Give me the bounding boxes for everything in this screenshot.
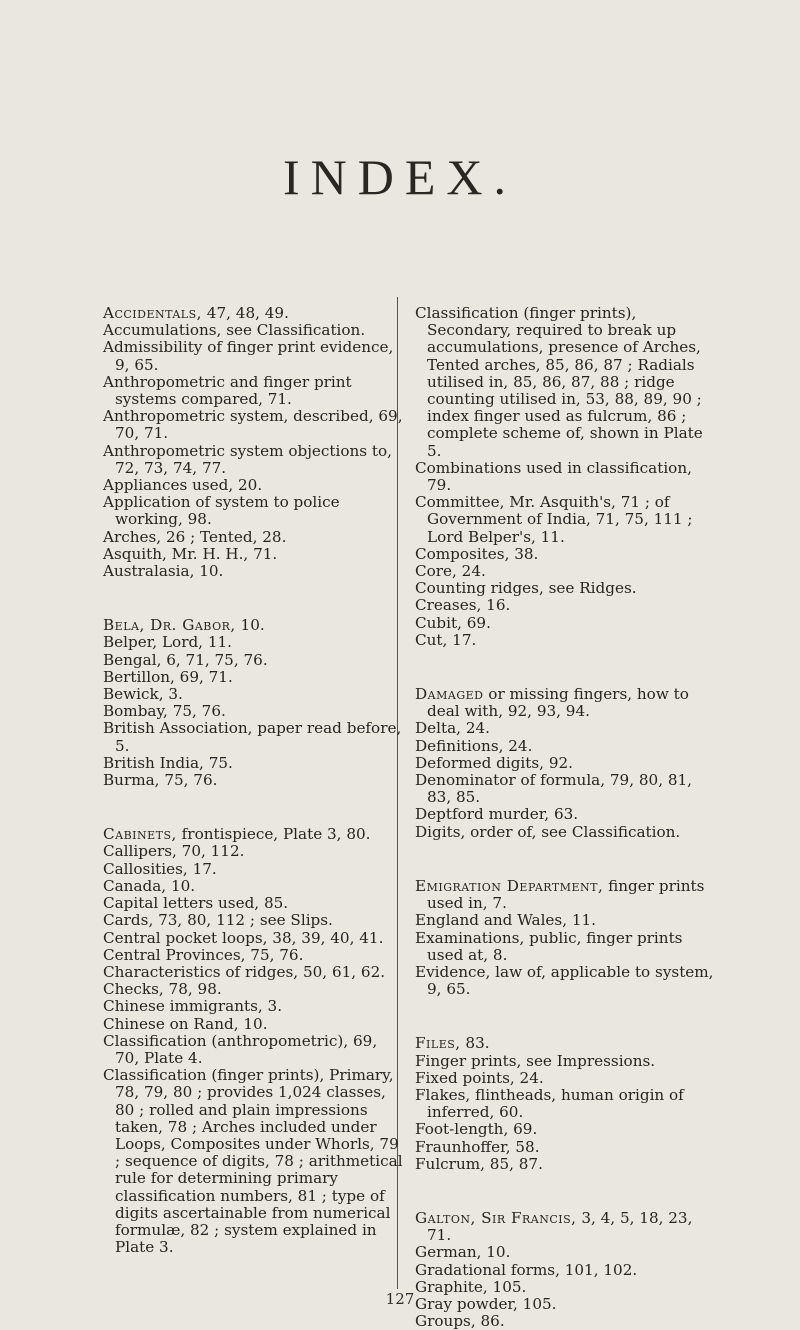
index-entry-text: Fraunhoffer, 58. xyxy=(415,1137,540,1156)
index-entry-text: 47, 48, 49. xyxy=(201,304,289,322)
index-entry-text: Application of system to police working, 98. xyxy=(103,493,340,529)
index-entry-text: German, 10. xyxy=(415,1243,511,1262)
left-column xyxy=(103,305,403,1256)
index-entry xyxy=(103,861,403,878)
index-entry xyxy=(415,1053,715,1070)
index-entry-text: Graphite, 105. xyxy=(415,1277,527,1296)
index-entry-text: Groups, 86. xyxy=(415,1312,505,1330)
index-entry-heading: Cabinets, xyxy=(103,825,177,844)
index-entry xyxy=(415,1262,715,1279)
index-entry-text: Asquith, Mr. H. H., 71. xyxy=(103,544,278,563)
index-entry-text: frontispiece, Plate 3, 80. xyxy=(176,825,371,844)
index-entry xyxy=(415,1070,715,1087)
index-entry-text: Combinations used in classification, 79. xyxy=(415,458,692,495)
index-entry-text: Bengal, 6, 71, 75, 76. xyxy=(103,650,268,669)
index-entry-text: 10. xyxy=(235,616,265,635)
index-entry-text: Classification (finger prints), Primary, 78, 79, 80 ; provides 1,024 classes, 80 ; rolled and plain impressions taken, 78 ; Arches included under Loops, Composites under Whorls, 79 ; sequence of digits, 78 ; arithmetical rule for determining primary classification numbers, 81 ; type of digits ascertainable from numerical formulæ, 82 ; system explained in Plate 3. xyxy=(103,1066,403,1257)
index-entry xyxy=(415,1210,715,1244)
index-entry-text: Foot-length, 69. xyxy=(415,1120,538,1139)
index-entry-text: Australasia, 10. xyxy=(103,562,224,581)
index-entry xyxy=(103,529,403,546)
index-group-a xyxy=(103,305,403,580)
index-entry xyxy=(103,930,403,947)
index-entry-text: Cut, 17. xyxy=(415,630,477,649)
right-column xyxy=(415,305,715,1330)
index-entry-text: Core, 24. xyxy=(415,562,486,581)
index-entry xyxy=(415,772,715,806)
index-entry-text: Counting ridges, see Ridges. xyxy=(415,579,637,598)
index-entry xyxy=(103,1016,403,1033)
index-entry xyxy=(103,895,403,912)
index-entry-text: Finger prints, see Impressions. xyxy=(415,1051,656,1070)
index-entry xyxy=(103,443,403,477)
index-group-c xyxy=(103,826,403,1256)
index-entry xyxy=(415,615,715,632)
index-entry-text: Cubit, 69. xyxy=(415,613,491,632)
index-entry-text: Definitions, 24. xyxy=(415,736,533,755)
index-entry-text: Classification (finger prints), Secondary, required to break up accumulations, presence of Arches, Tented arches, 85, 86, 87 ; Radials utilised in, 85, 86, 87, 88 ; ridge counting utilised in, 53, 88, 89, 90 ; index finger used as fulcrum, 86 ; complete scheme of, shown in Plate 5. xyxy=(415,304,703,460)
page-title: INDEX. xyxy=(282,149,518,205)
index-entry-text: Capital letters used, 85. xyxy=(103,894,289,913)
index-entry xyxy=(103,843,403,860)
index-entry-text: British India, 75. xyxy=(103,753,233,772)
index-entry-text: Checks, 78, 98. xyxy=(103,980,222,999)
index-entry xyxy=(415,563,715,580)
index-entry xyxy=(103,477,403,494)
index-entry-text: Flakes, flintheads, human origin of inferred, 60. xyxy=(415,1085,684,1122)
index-entry xyxy=(103,755,403,772)
index-entry xyxy=(415,460,715,494)
index-entry xyxy=(415,1139,715,1156)
index-entry-text: British Association, paper read before, 5. xyxy=(103,719,402,755)
index-entry xyxy=(415,738,715,755)
index-entry xyxy=(103,494,403,528)
index-entry-text: Callipers, 70, 112. xyxy=(103,842,245,861)
index-entry xyxy=(415,824,715,841)
index-entry xyxy=(415,1087,715,1121)
index-entry-text: Canada, 10. xyxy=(103,876,196,895)
index-entry-text: Belper, Lord, 11. xyxy=(103,633,232,652)
index-entry xyxy=(103,878,403,895)
index-entry-heading: Accidentals, xyxy=(103,304,202,322)
index-entry xyxy=(103,1033,403,1067)
index-entry xyxy=(415,755,715,772)
index-group-g xyxy=(415,1210,715,1330)
index-entry-text: Digits, order of, see Classification. xyxy=(415,822,681,841)
index-entry-text: England and Wales, 11. xyxy=(415,911,597,930)
index-entry-heading: Bela, Dr. Gabor, xyxy=(103,616,236,635)
index-entry-text: Delta, 24. xyxy=(415,719,490,738)
index-entry xyxy=(415,878,715,912)
index-entry xyxy=(103,563,403,580)
index-entry xyxy=(103,912,403,929)
index-entry xyxy=(415,1035,715,1052)
index-entry-heading: Galton, Sir Francis, xyxy=(415,1208,577,1227)
index-entry xyxy=(103,772,403,789)
index-entry xyxy=(103,703,403,720)
index-entry xyxy=(103,634,403,651)
index-entry-text: Cards, 73, 80, 112 ; see Slips. xyxy=(103,911,333,930)
index-entry xyxy=(103,652,403,669)
page-number: 127 xyxy=(385,1290,415,1308)
index-entry xyxy=(103,826,403,843)
index-entry xyxy=(103,947,403,964)
index-entry-text: Fulcrum, 85, 87. xyxy=(415,1154,543,1173)
index-entry xyxy=(103,686,403,703)
index-entry xyxy=(415,964,715,998)
index-entry xyxy=(103,408,403,442)
index-entry-text: 83. xyxy=(460,1034,490,1053)
index-entry xyxy=(103,305,403,322)
index-entry xyxy=(415,494,715,546)
index-entry-text: Gradational forms, 101, 102. xyxy=(415,1260,638,1279)
index-entry xyxy=(103,669,403,686)
index-entry-text: Classification (anthropometric), 69, 70, Plate 4. xyxy=(103,1031,378,1067)
index-entry-text: Anthropometric system objections to, 72, 73, 74, 77. xyxy=(103,441,392,477)
index-entry-text: Anthropometric system, described, 69, 70, 71. xyxy=(103,407,403,443)
index-entry-text: Bombay, 75, 76. xyxy=(103,702,226,721)
index-entry xyxy=(415,930,715,964)
index-entry xyxy=(103,339,403,373)
index-entry-text: Burma, 75, 76. xyxy=(103,771,218,790)
index-entry-text: Denominator of formula, 79, 80, 81, 83, 85. xyxy=(415,771,693,807)
index-entry-text: Gray powder, 105. xyxy=(415,1294,557,1313)
index-entry xyxy=(103,546,403,563)
index-group-e xyxy=(415,878,715,998)
index-entry xyxy=(415,580,715,597)
index-entry-text: Anthropometric and finger print systems compared, 71. xyxy=(103,372,352,409)
index-entry xyxy=(103,1067,403,1256)
index-entry-text: finger prints used in, 7. xyxy=(427,876,705,913)
index-entry-text: Composites, 38. xyxy=(415,544,539,563)
index-entry-text: Examinations, public, finger prints used at, 8. xyxy=(415,928,683,964)
index-entry-text: Appliances used, 20. xyxy=(103,476,263,495)
index-entry xyxy=(415,686,715,720)
index-entry-text: Admissibility of finger print evidence, 9, 65. xyxy=(103,338,394,374)
index-entry xyxy=(103,964,403,981)
index-entry xyxy=(103,617,403,634)
index-entry xyxy=(103,981,403,998)
index-entry-text: Creases, 16. xyxy=(415,596,511,615)
index-entry-text: Bewick, 3. xyxy=(103,685,183,704)
index-entry xyxy=(415,806,715,823)
index-entry xyxy=(415,305,715,460)
index-entry xyxy=(103,720,403,754)
index-entry-text: Central Provinces, 75, 76. xyxy=(103,945,304,964)
index-entry-text: Accumulations, see Classification. xyxy=(103,321,366,340)
index-group-b xyxy=(103,617,403,789)
index-entry-text: Central pocket loops, 38, 39, 40, 41. xyxy=(103,928,384,947)
index-entry xyxy=(415,597,715,614)
index-group-c-continued xyxy=(415,305,715,649)
index-entry xyxy=(415,546,715,563)
index-entry xyxy=(415,720,715,737)
index-entry-heading: Damaged xyxy=(415,685,484,704)
index-entry xyxy=(103,322,403,339)
index-entry xyxy=(415,1244,715,1261)
index-entry-heading: Files, xyxy=(415,1034,461,1053)
index-entry-text: Chinese immigrants, 3. xyxy=(103,997,283,1016)
index-entry xyxy=(415,1156,715,1173)
index-entry-text: Chinese on Rand, 10. xyxy=(103,1014,268,1033)
index-entry xyxy=(415,632,715,649)
index-entry-heading: Emigration Department, xyxy=(415,876,604,895)
index-entry xyxy=(103,374,403,408)
index-entry-text: Callosities, 17. xyxy=(103,859,217,878)
index-entry-text: Characteristics of ridges, 50, 61, 62. xyxy=(103,962,386,981)
index-entry xyxy=(415,912,715,929)
index-entry xyxy=(415,1121,715,1138)
index-entry-text: Arches, 26 ; Tented, 28. xyxy=(103,527,287,546)
index-group-d xyxy=(415,686,715,841)
index-entry-text: Fixed points, 24. xyxy=(415,1068,544,1087)
index-entry-text: Deptford murder, 63. xyxy=(415,805,579,824)
index-entry-text: Bertillon, 69, 71. xyxy=(103,667,233,686)
index-entry-text: Deformed digits, 92. xyxy=(415,753,573,772)
index-entry-text: Committee, Mr. Asquith's, 71 ; of Government of India, 71, 75, 111 ; Lord Belper's, 11. xyxy=(415,493,693,546)
index-group-f xyxy=(415,1035,715,1173)
index-entry-text: 3, 4, 5, 18, 23, 71. xyxy=(427,1208,693,1245)
index-entry-text: or missing fingers, how to deal with, 92, 93, 94. xyxy=(427,685,689,721)
index-entry-text: Evidence, law of, applicable to system, 9, 65. xyxy=(415,962,714,999)
index-entry xyxy=(103,998,403,1015)
